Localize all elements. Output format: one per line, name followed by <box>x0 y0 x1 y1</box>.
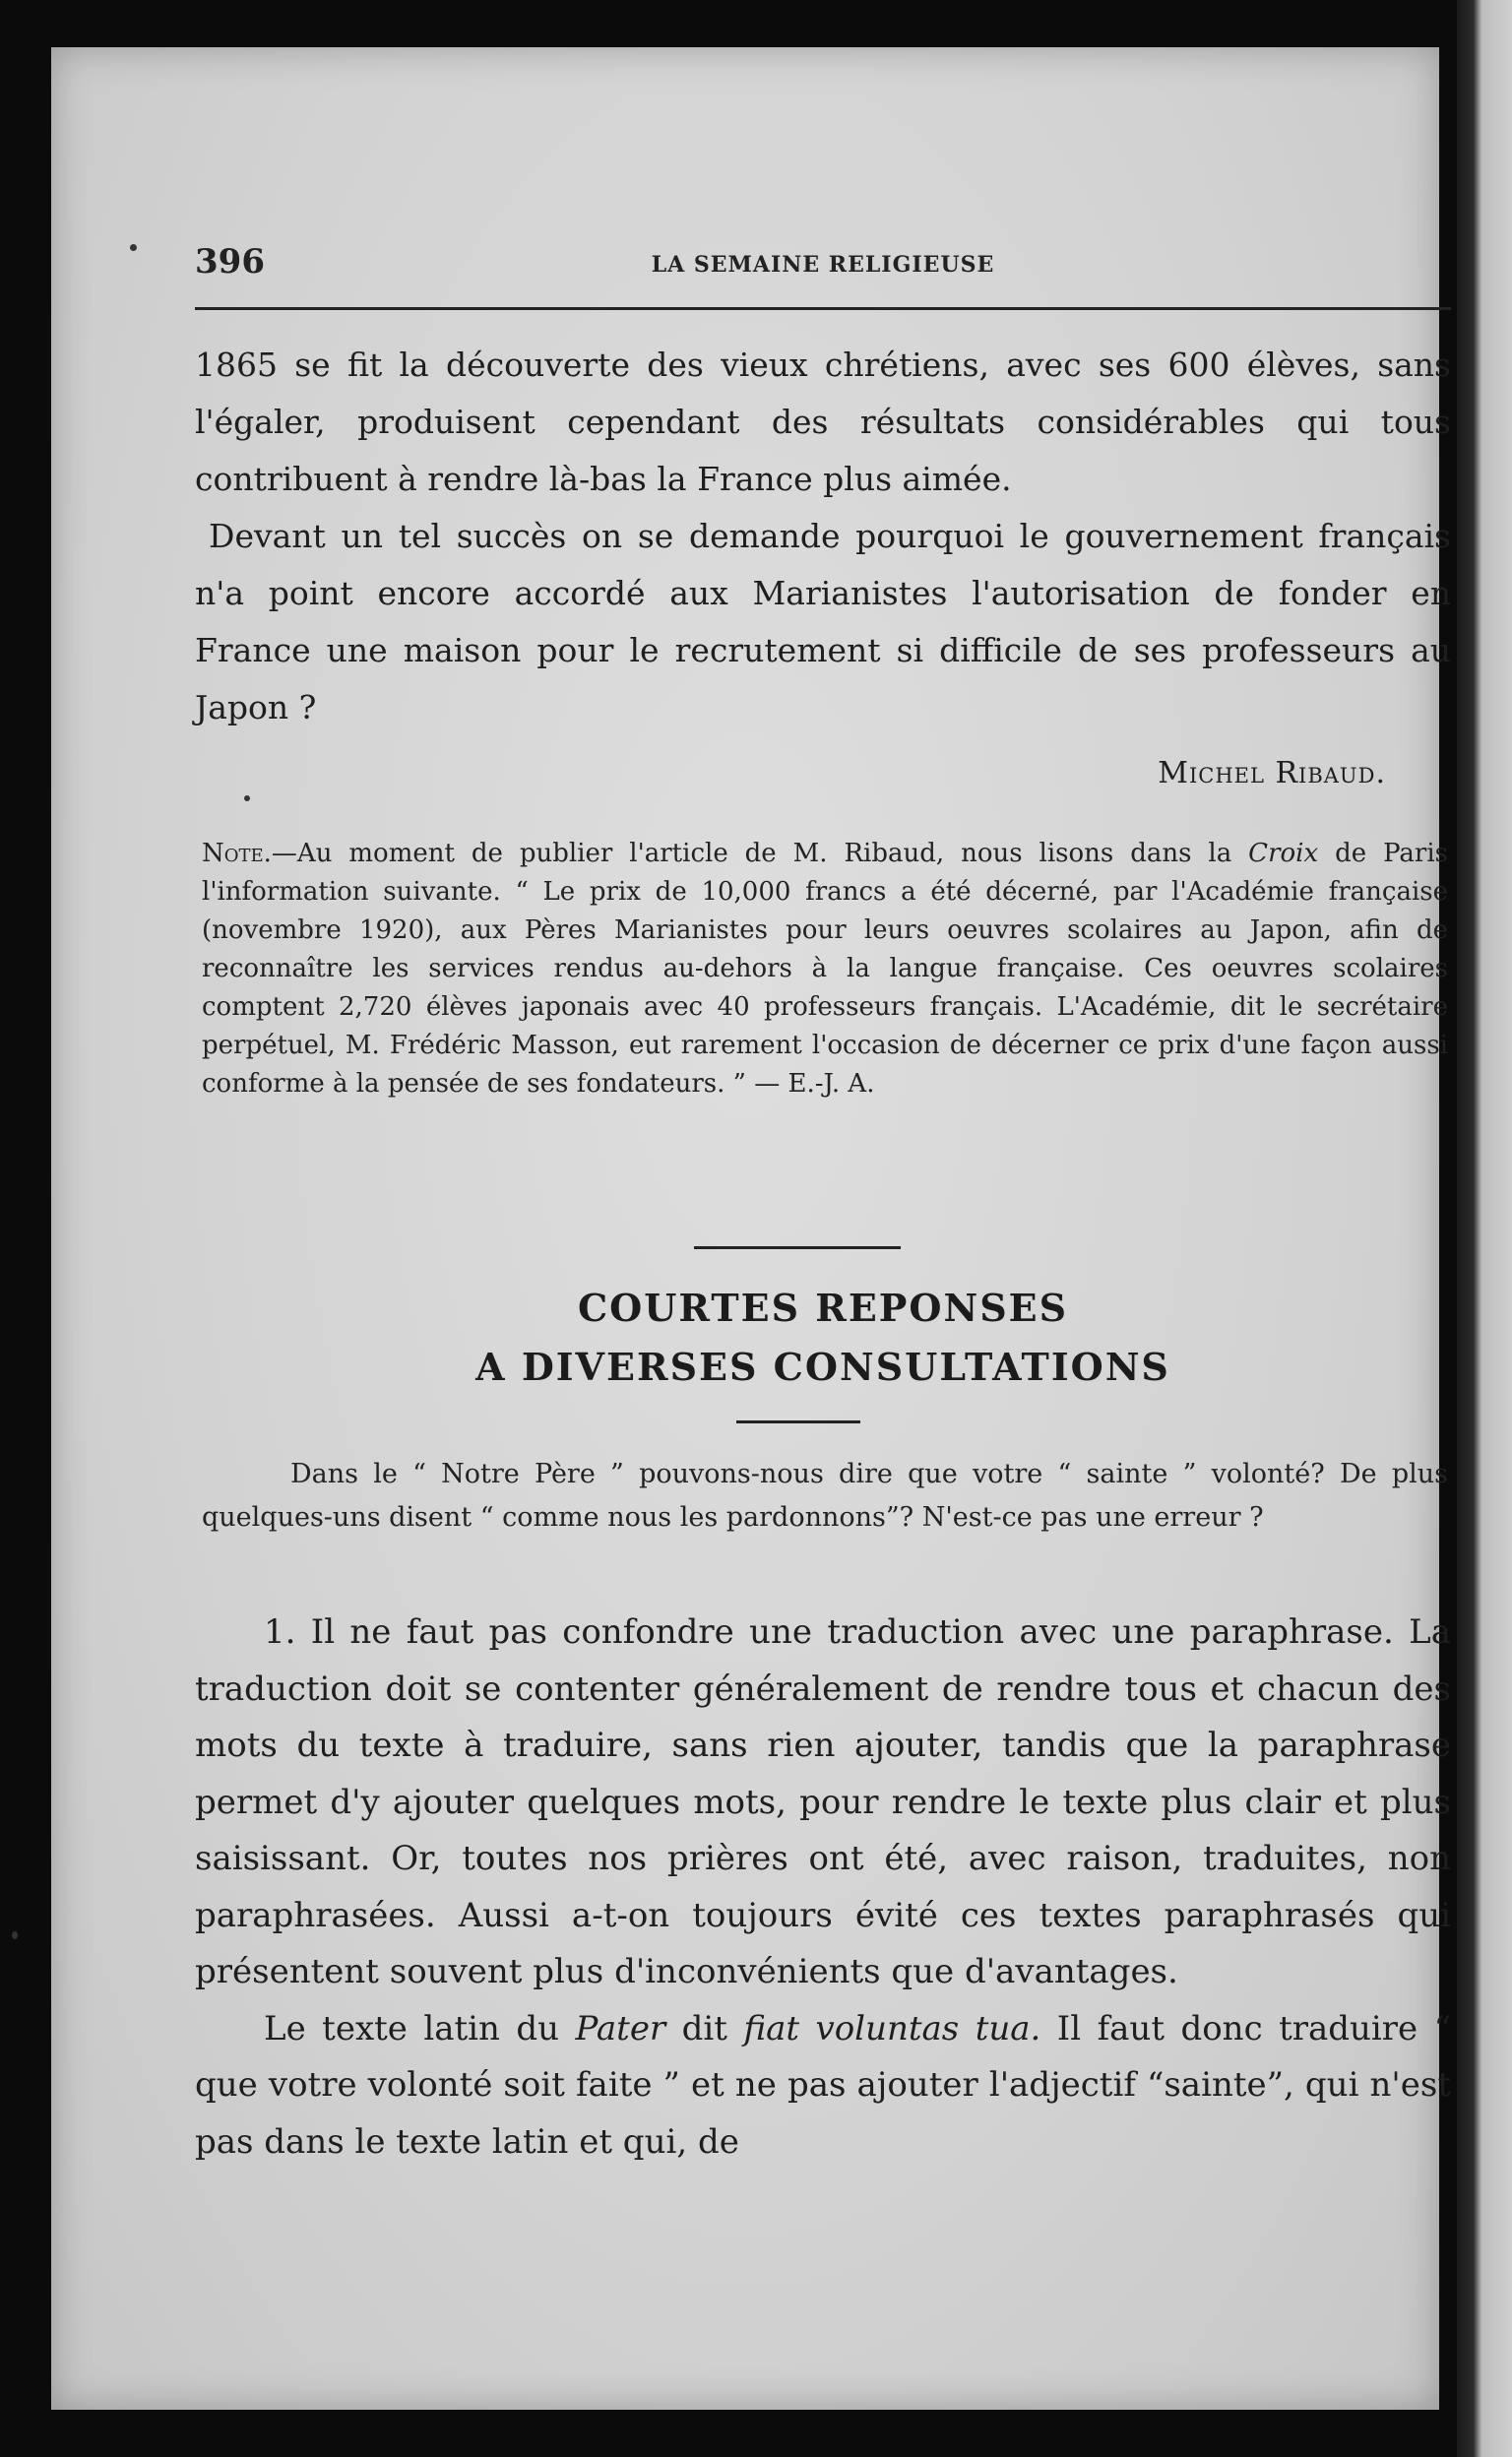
answer-paragraph-1: 1. Il ne faut pas confondre une traduction avec une paraphrase. La traduction doit se contenter généralement de rendre tous et chacun des mots du texte à traduire, sans rien ajouter, tandis que la paraphrase permet d'y ajouter quelques mots, pour rendre le texte plus clair et plus saisissant. Or, toutes nos prières ont été, avec raison, traduites, non paraphrasées. Aussi a-t-on toujours évité ces textes paraphrasés qui présentent souvent plus d'inconvénients que d'avantages. <box>195 1612 1451 1991</box>
question-paragraph: Devant un tel succès on se demande pourquoi le gouvernement français n'a point encore accordé aux Marianistes l'autorisation de fonder en France une maison pour le recrutement si difficile de ses professeurs au Japon ? <box>195 517 1451 726</box>
note-text-2: de Paris l'information suivante. “ Le prix de 10,000 francs a été décerné, par l'Académie française (novembre 1920), aux Pères Marianistes pour leurs oeuvres scolaires au Japon, afin de reconnaître les services rendus au-dehors à la langue française. Ces oeuvres scolaires comptent 2,720 élèves japonais avec 40 professeurs français. L'Académie, dit le secrétaire perpétuel, M. Frédéric Masson, eut rarement l'occasion de décerner ce prix d'une façon aussi conforme à la pensée de ses fondateurs. ” — E.-J. A. <box>202 839 1448 1099</box>
scan-speck <box>130 244 137 251</box>
running-title: LA SEMAINE RELIGIEUSE <box>651 252 995 278</box>
author-signature: Michel Ribaud. <box>1158 756 1386 790</box>
note-lead: Note. <box>202 839 272 868</box>
intro-paragraph: 1865 se fit la découverte des vieux chrétiens, avec ses 600 élèves, sans l'égaler, produisent cependant des résultats considérables qui tous contribuent à rendre là-bas la France plus aimée. <box>195 346 1451 498</box>
answer-2-pater: Pater <box>575 2008 666 2048</box>
answer-2-text-c: Il faut donc traduire “ que votre volonté soit faite ” et ne pas ajouter l'adjectif “sainte”, qui n'est pas dans le texte latin et qui, de <box>195 2008 1452 2162</box>
section-heading-line-2: A DIVERSES CONSULTATIONS <box>475 1345 1170 1389</box>
note-italic: Croix <box>1248 839 1319 868</box>
scan-speck <box>244 795 250 801</box>
page-header <box>195 195 1451 284</box>
header-rule <box>195 307 1451 310</box>
section-divider-bottom <box>736 1420 860 1423</box>
answer-2-text-b: dit <box>665 2008 744 2048</box>
answer-paragraph-2 <box>195 2001 1451 2172</box>
answer-2-latin: fiat voluntas tua. <box>743 2008 1041 2048</box>
answer-block <box>195 1605 1451 2171</box>
section-divider-top <box>694 1246 901 1249</box>
note-text-1: —Au moment de publier l'article de M. Ribaud, nous lisons dans la <box>271 839 1249 868</box>
editor-note <box>202 835 1448 1103</box>
reader-question: Dans le “ Notre Père ” pouvons-nous dire que votre “ sainte ” volonté? De plus quelques-uns disent “ comme nous les pardonnons”? N'est-ce pas une erreur ? <box>202 1459 1448 1533</box>
adjacent-page-edge <box>1457 0 1512 2457</box>
answer-2-text-a: Le texte latin du <box>264 2008 576 2048</box>
intro-block <box>195 337 1451 736</box>
page-number: 396 <box>195 242 265 282</box>
scan-speck <box>12 1931 18 1939</box>
section-heading-line-1: COURTES REPONSES <box>577 1286 1069 1330</box>
